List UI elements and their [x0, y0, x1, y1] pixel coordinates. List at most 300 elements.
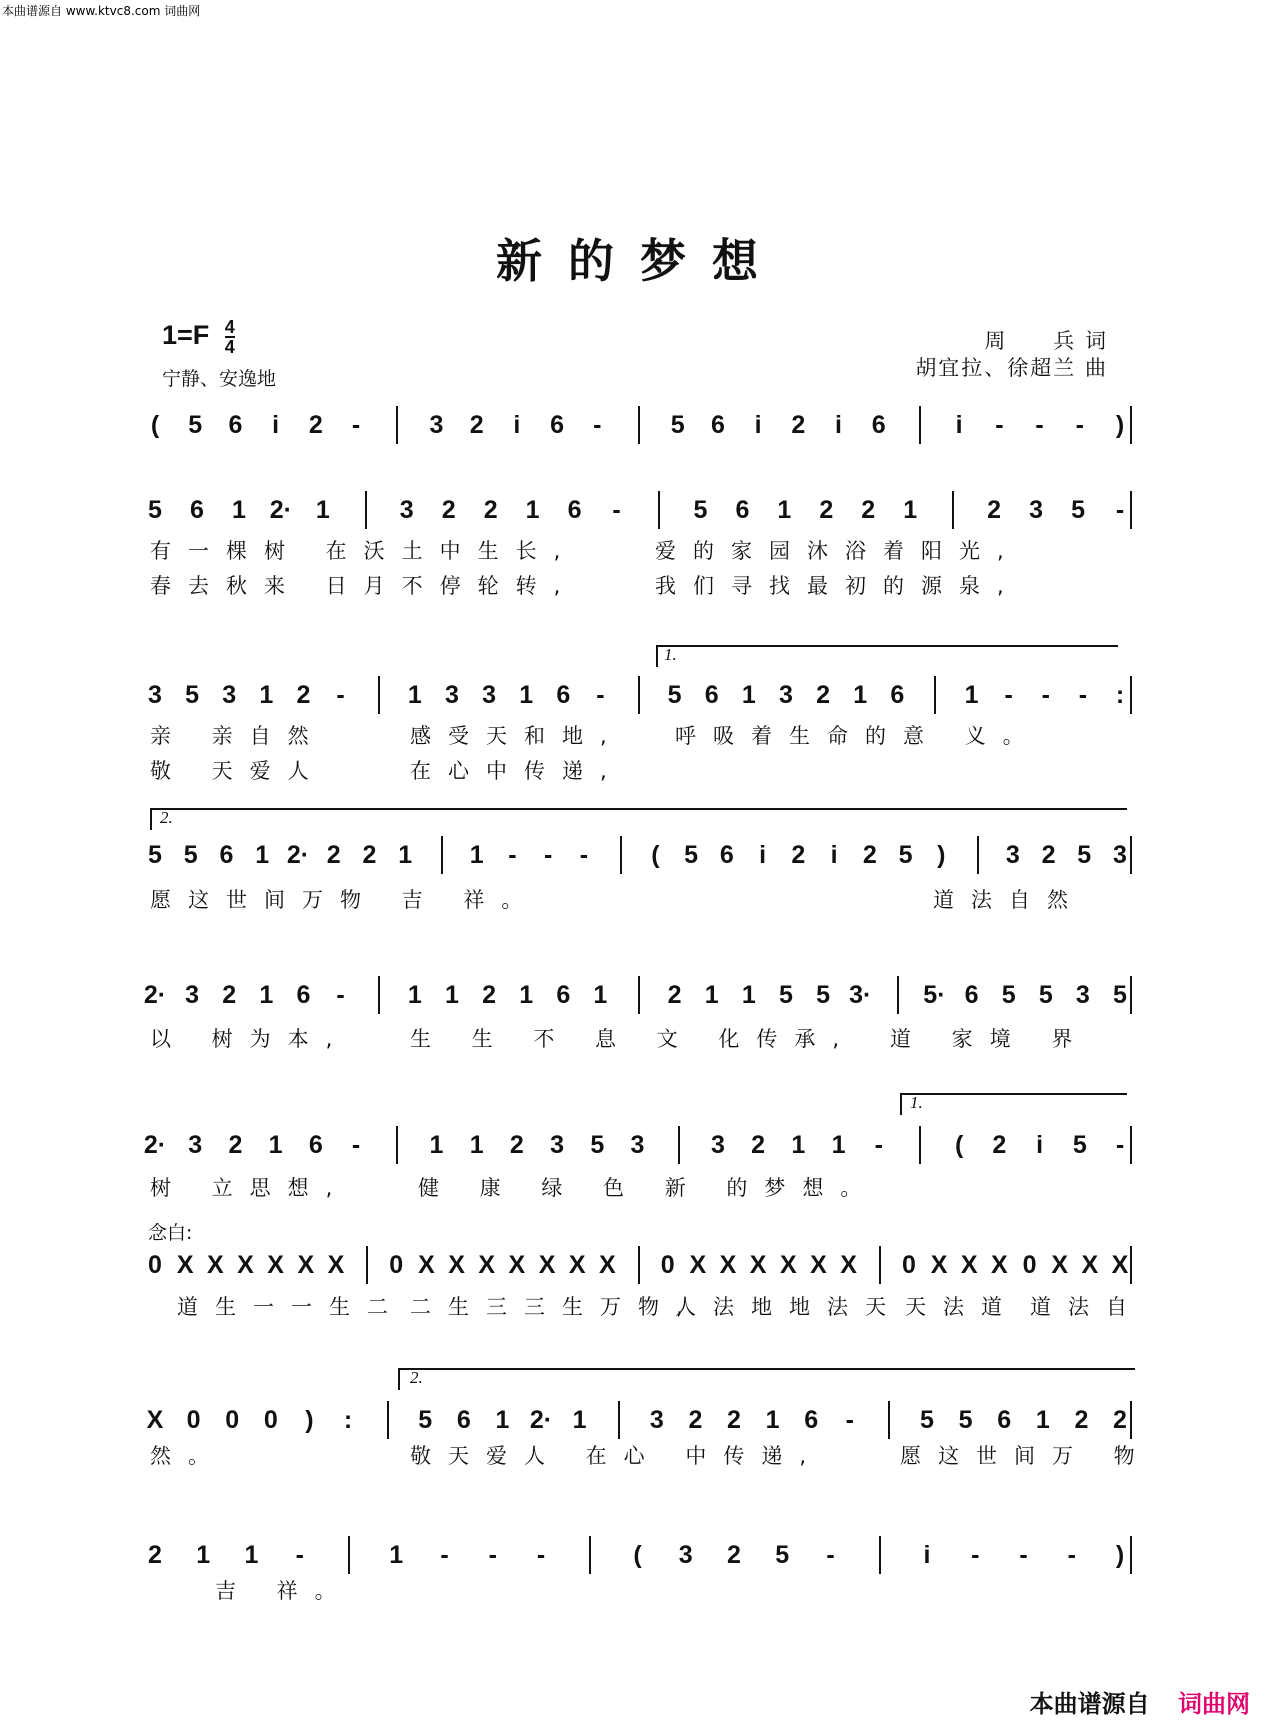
note: X [538, 1251, 556, 1279]
note: 6 [871, 411, 886, 439]
volta-2-label: 2. [160, 808, 173, 827]
note: 2 [148, 1541, 162, 1569]
note: 1 [765, 1406, 780, 1434]
notation-row [0, 680, 1280, 720]
barline [348, 1536, 350, 1574]
note: 2· [143, 1131, 167, 1159]
key-signature [162, 318, 235, 356]
tempo-marking: 宁静、安逸地 [162, 368, 277, 390]
barline [1130, 1401, 1132, 1439]
note: 3 [185, 981, 200, 1009]
barline [441, 836, 443, 874]
note: : [1115, 681, 1125, 709]
note: X [991, 1251, 1008, 1279]
note: - [1004, 681, 1013, 709]
note: - [488, 1541, 497, 1569]
barline [658, 491, 660, 529]
note: 5 [958, 1406, 973, 1434]
note: 3 [1113, 841, 1127, 869]
note: 2 [861, 496, 876, 524]
note: 5 [693, 496, 708, 524]
barline [638, 676, 640, 714]
lyric-line: 爱的家园沐浴着阳光, [655, 539, 1021, 563]
volta-2-bracket [398, 1368, 1135, 1390]
note: 2 [791, 411, 806, 439]
barline [378, 676, 380, 714]
note: X [749, 1251, 767, 1279]
note: - [351, 1131, 361, 1159]
note: 1 [315, 496, 330, 524]
note: 5 [418, 1406, 433, 1434]
note: 1 [791, 1131, 806, 1159]
note: - [336, 981, 345, 1009]
barline [977, 836, 979, 874]
note: i [923, 1541, 931, 1569]
footer-left-text: 本曲谱源自 [1029, 1690, 1150, 1718]
barline [378, 976, 380, 1014]
barline [638, 406, 640, 444]
lyric-line: 人法地地法天 [675, 1295, 903, 1319]
lyric-line: 愿这世间万物 吉 祥。 [150, 888, 540, 912]
note: 2 [222, 981, 237, 1009]
note: 1 [268, 1131, 283, 1159]
note: 5 [1113, 981, 1127, 1009]
note: 2 [688, 1406, 703, 1434]
notation-row [0, 1540, 1280, 1580]
time-top: 4 [224, 317, 235, 337]
volta-2-label: 2. [410, 1368, 423, 1387]
note: - [1075, 411, 1084, 439]
barline [678, 1126, 680, 1164]
barline [589, 1536, 591, 1574]
note: 3 [550, 1131, 565, 1159]
note: 3 [399, 496, 414, 524]
note: 1 [444, 981, 459, 1009]
barline [387, 1401, 389, 1439]
note: 6 [190, 496, 204, 524]
time-bottom: 4 [224, 337, 235, 357]
note: 1 [853, 681, 868, 709]
note: - [1115, 496, 1125, 524]
note: X [689, 1251, 707, 1279]
note: - [971, 1541, 980, 1569]
note: 1 [777, 496, 792, 524]
note: 3 [1005, 841, 1020, 869]
key-label: 1=F [162, 320, 210, 351]
note: 5 [1038, 981, 1053, 1009]
lyric-line: 敬 天爱人 [150, 759, 326, 783]
note: 3 [1029, 496, 1044, 524]
notation-row [0, 980, 1280, 1020]
notation-row [0, 840, 1280, 880]
footer-source [1030, 1684, 1250, 1719]
note: 3 [630, 1131, 645, 1159]
note: 0 [225, 1406, 240, 1434]
volta-1-bracket [900, 1093, 1127, 1115]
note: 1 [398, 841, 413, 869]
lyric-line: 然。 [150, 1444, 226, 1468]
note: 6 [735, 496, 750, 524]
note: ) [937, 841, 946, 869]
barline [1130, 976, 1132, 1014]
notation-row [0, 1130, 1280, 1170]
note: 2 [308, 411, 323, 439]
note: 1 [964, 681, 979, 709]
note: X [840, 1251, 857, 1279]
note: X [1081, 1251, 1099, 1279]
note: 2 [326, 841, 341, 869]
note: 5 [779, 981, 793, 1009]
note: 2· [529, 1406, 553, 1434]
volta-1-label: 1. [664, 645, 677, 664]
note: 0 [660, 1251, 675, 1279]
note: 5 [590, 1131, 605, 1159]
note: 2 [441, 496, 456, 524]
note: 2 [362, 841, 377, 869]
lyric-line: 生 生 不 息 文 化传承, [410, 1027, 857, 1051]
note: 3 [148, 681, 162, 709]
note: 5 [183, 841, 198, 869]
lyric-line: 道生一一生二 [177, 1295, 405, 1319]
note: X [237, 1251, 254, 1279]
lyric-line: 吉 祥。 [215, 1579, 353, 1603]
note: ( [954, 1131, 964, 1159]
note: i [830, 841, 838, 869]
note: 1 [519, 981, 534, 1009]
note: 2 [1041, 841, 1056, 869]
note: 6 [556, 981, 571, 1009]
note: 0 [901, 1251, 916, 1279]
lyric-line: 道法自然 [933, 888, 1085, 912]
note: 2 [469, 411, 484, 439]
note: - [336, 681, 345, 709]
note: 3 [710, 1131, 725, 1159]
note: - [1019, 1541, 1028, 1569]
note: ( [150, 411, 160, 439]
lyric-line: 天法道 [905, 1295, 1019, 1319]
note: 5· [923, 981, 946, 1009]
note: X [448, 1251, 465, 1279]
barline [396, 406, 398, 444]
note: 1 [831, 1131, 846, 1159]
note: - [440, 1541, 449, 1569]
lyric-line: 树 立思想, [150, 1176, 350, 1200]
note: 5 [1071, 496, 1085, 524]
note: - [1035, 411, 1044, 439]
note: 2 [862, 841, 877, 869]
note: 1 [259, 681, 274, 709]
note: X [508, 1251, 526, 1279]
barline [1130, 836, 1132, 874]
composer-credit: 胡宜拉、徐超兰 曲 [915, 356, 1108, 380]
note: 2 [992, 1131, 1007, 1159]
lyric-line: 二生三三生万物, [410, 1295, 700, 1319]
note: 2· [286, 841, 310, 869]
note: 1 [741, 681, 756, 709]
note: 5 [898, 841, 913, 869]
lyric-line: 春去秋来 日月不停轮转, [150, 574, 578, 598]
note: 5 [185, 681, 200, 709]
note: i [513, 411, 521, 439]
barline [919, 1126, 921, 1164]
note: i [272, 411, 280, 439]
note: - [845, 1406, 854, 1434]
barline [365, 491, 367, 529]
note: 1 [572, 1406, 587, 1434]
note: 5 [670, 411, 685, 439]
note: - [579, 841, 589, 869]
note: 1 [407, 981, 422, 1009]
note: 2 [228, 1131, 243, 1159]
note: 6 [704, 681, 719, 709]
note: 1 [495, 1406, 510, 1434]
note: 1 [903, 496, 918, 524]
note: 2 [667, 981, 682, 1009]
note: 5 [667, 681, 682, 709]
notation-row [0, 1250, 1280, 1290]
note: i [1036, 1131, 1044, 1159]
lyric-line: 道 家境 界 [890, 1027, 1090, 1051]
note: 2 [751, 1131, 766, 1159]
note: 0 [263, 1406, 278, 1434]
barline [1130, 406, 1132, 444]
note: i [955, 411, 963, 439]
note: ) [1115, 1541, 1125, 1569]
barline [620, 836, 622, 874]
note: X [478, 1251, 496, 1279]
note: : [343, 1406, 353, 1434]
note: 3· [849, 981, 872, 1009]
barline [1130, 676, 1132, 714]
note: 6 [890, 681, 905, 709]
note: 6 [997, 1406, 1012, 1434]
note: X [206, 1251, 224, 1279]
note: - [351, 411, 361, 439]
note: 6 [567, 496, 582, 524]
lyric-line: 愿这世间万 物 [900, 1444, 1152, 1468]
note: X [418, 1251, 435, 1279]
note: 5 [816, 981, 831, 1009]
note: 5 [1001, 981, 1016, 1009]
time-signature [225, 318, 235, 356]
note: X [960, 1251, 978, 1279]
note: - [1067, 1541, 1076, 1569]
note: 1 [231, 496, 246, 524]
note: - [1115, 1131, 1125, 1159]
note: 2 [1074, 1406, 1089, 1434]
note: ( [633, 1541, 642, 1569]
note: 5 [148, 496, 162, 524]
note: X [267, 1251, 284, 1279]
note: 5 [775, 1541, 790, 1569]
note: X [568, 1251, 586, 1279]
note: ) [1115, 411, 1125, 439]
note: 1 [389, 1541, 404, 1569]
note: i [759, 841, 767, 869]
note: - [593, 411, 602, 439]
lyric-line: 道法自 [1030, 1295, 1144, 1319]
note: 1 [255, 841, 270, 869]
note: X [599, 1251, 616, 1279]
barline [638, 1246, 640, 1284]
note: 6 [219, 841, 234, 869]
note: 3 [222, 681, 237, 709]
note: ( [651, 841, 660, 869]
barline [934, 676, 936, 714]
barline [1130, 491, 1132, 529]
note: 1 [519, 681, 534, 709]
note: 6 [456, 1406, 471, 1434]
barline [1130, 1536, 1132, 1574]
note: i [754, 411, 762, 439]
lyric-line: 有一棵树 在沃土中生长, [150, 539, 578, 563]
barline [366, 1246, 368, 1284]
barline [396, 1126, 398, 1164]
note: 1 [196, 1541, 211, 1569]
barline [888, 1401, 890, 1439]
lyric-line: 健 康 绿 色 新 的梦想。 [418, 1176, 879, 1200]
note: 0 [148, 1251, 162, 1279]
note: 3 [444, 681, 459, 709]
barline [952, 491, 954, 529]
note: 3 [678, 1541, 693, 1569]
volta-2-bracket [150, 808, 1127, 830]
note: 6 [228, 411, 243, 439]
note: - [995, 411, 1004, 439]
notation-row [0, 1405, 1280, 1445]
note: 1 [407, 681, 422, 709]
note: ) [305, 1406, 314, 1434]
note: 3 [779, 681, 793, 709]
barline [1130, 1126, 1132, 1164]
barline [879, 1536, 881, 1574]
note: 2 [987, 496, 1002, 524]
barline [879, 1246, 881, 1284]
volta-1-bracket [656, 645, 1118, 667]
note: 2 [482, 981, 496, 1009]
note: X [810, 1251, 827, 1279]
note: X [176, 1251, 194, 1279]
note: 5 [148, 841, 162, 869]
note: - [1078, 681, 1088, 709]
barline [919, 406, 921, 444]
lyric-line: 呼吸着生命的意 义。 [675, 724, 1041, 748]
note: - [1041, 681, 1050, 709]
note: 6 [550, 411, 565, 439]
note: 0 [389, 1251, 404, 1279]
note: X [1111, 1251, 1129, 1279]
barline [1130, 1246, 1132, 1284]
note: 2 [791, 841, 806, 869]
note: 0 [1022, 1251, 1037, 1279]
note: 6 [710, 411, 725, 439]
note: 6 [804, 1406, 819, 1434]
note: - [826, 1541, 835, 1569]
note: 2 [296, 681, 311, 709]
note: X [779, 1251, 797, 1279]
note: 5 [684, 841, 699, 869]
lyric-line: 以 树为本, [150, 1027, 350, 1051]
note: - [295, 1541, 304, 1569]
recitation-label: 念白: [148, 1222, 193, 1244]
note: X [1051, 1251, 1069, 1279]
note: 1 [1035, 1406, 1050, 1434]
note: 2 [483, 496, 498, 524]
lyric-line: 感受天和地, [410, 724, 624, 748]
note: - [508, 841, 517, 869]
note: 1 [704, 981, 719, 1009]
barline [897, 976, 899, 1014]
note: 1 [259, 981, 274, 1009]
note: X [719, 1251, 737, 1279]
note: - [596, 681, 605, 709]
note: X [930, 1251, 948, 1279]
notation-row [0, 495, 1280, 535]
note: X [146, 1406, 164, 1434]
note: - [612, 496, 621, 524]
barline [618, 1401, 620, 1439]
note: 2· [269, 496, 292, 524]
note: X [327, 1251, 345, 1279]
lyricist-credit: 周 兵 词 [984, 329, 1108, 353]
note: 2· [143, 981, 167, 1009]
note: 3 [482, 681, 496, 709]
lyric-line: 敬天爱人 在心 中传递, [410, 1444, 824, 1468]
note: 1 [741, 981, 756, 1009]
note: 2 [819, 496, 834, 524]
lyric-line: 在心中传递, [410, 759, 624, 783]
note: X [297, 1251, 315, 1279]
note: 6 [296, 981, 311, 1009]
note: 2 [727, 1541, 741, 1569]
song-title: 新的梦想 [496, 234, 784, 288]
note: - [874, 1131, 883, 1159]
note: 1 [469, 1131, 484, 1159]
note: - [536, 1541, 546, 1569]
source-header: 本曲谱源自 www.ktvc8.com 词曲网 [2, 4, 201, 18]
note: 5 [920, 1406, 934, 1434]
notation-row [0, 410, 1280, 450]
note: 6 [308, 1131, 323, 1159]
note: i [835, 411, 843, 439]
note: 2 [1113, 1406, 1127, 1434]
note: 3 [649, 1406, 664, 1434]
note: 3 [1075, 981, 1090, 1009]
lyric-line: 我们寻找最初的源泉, [655, 574, 1021, 598]
note: 3 [188, 1131, 203, 1159]
lyric-line: 亲 亲自然 [150, 724, 326, 748]
note: 3 [429, 411, 444, 439]
note: 5 [1077, 841, 1092, 869]
volta-1-label: 1. [910, 1093, 923, 1112]
note: 1 [244, 1541, 259, 1569]
note: 1 [429, 1131, 444, 1159]
note: 5 [188, 411, 203, 439]
note: 6 [556, 681, 571, 709]
note: 6 [719, 841, 734, 869]
note: 2 [727, 1406, 741, 1434]
note: - [543, 841, 553, 869]
note: 5 [1072, 1131, 1087, 1159]
note: 2 [816, 681, 831, 709]
note: 1 [593, 981, 608, 1009]
note: 6 [964, 981, 979, 1009]
note: 2 [509, 1131, 524, 1159]
footer-right-text: 词曲网 [1178, 1690, 1250, 1718]
note: 1 [469, 841, 484, 869]
note: 0 [186, 1406, 201, 1434]
barline [638, 976, 640, 1014]
